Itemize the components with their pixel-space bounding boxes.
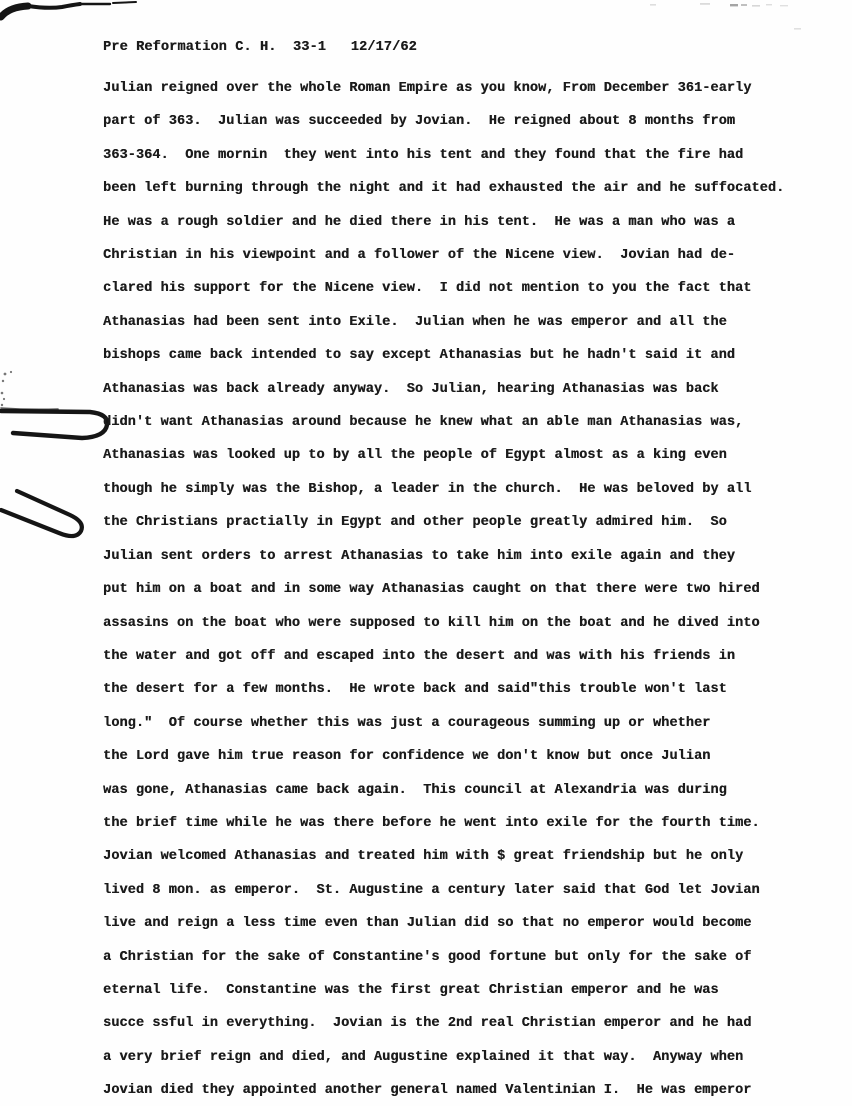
text-line: Julian reigned over the whole Roman Empire as you know, From December 361-early — [103, 81, 752, 96]
text-line: part of 363. Julian was succeeded by Jovian. He reigned about 8 months from — [103, 114, 735, 130]
text-line: the Christians practially in Egypt and other people greatly admired him. So — [103, 515, 727, 531]
document-header: Pre Reformation C. H. 33-1 12/17/62 — [103, 40, 417, 55]
text-line: lived 8 mon. as emperor. St. Augustine a century later said that God let Jovian — [103, 882, 760, 898]
text-line: the desert for a few months. He wrote back and said"this trouble won't last — [103, 682, 727, 698]
text-line: Julian sent orders to arrest Athanasias to take him into exile again and they — [103, 548, 735, 564]
text-line: succe ssful in everything. Jovian is the 2nd real Christian emperor and he had — [103, 1016, 752, 1032]
text-line: though he simply was the Bishop, a leader in the church. He was beloved by all — [103, 481, 752, 497]
text-line: was gone, Athanasias came back again. This council at Alexandria was during — [103, 782, 727, 798]
text-line: live and reign a less time even than Julian did so that no emperor would become — [103, 916, 752, 932]
text-line: clared his support for the Nicene view. I did not mention to you the fact that — [103, 281, 752, 297]
text-line: Jovian welcomed Athanasias and treated him with $ great friendship but he only — [103, 849, 744, 865]
text-line: long." Of course whether this was just a courageous summing up or whether — [103, 715, 711, 731]
pen-scribble-lower — [1, 491, 82, 536]
text-line: Jovian died they appointed another general named Valentinian I. He was emperor — [103, 1083, 752, 1099]
text-line: been left burning through the night and it had exhausted the air and he suffocated. — [103, 181, 785, 197]
text-line: put him on a boat and in some way Athanasias caught on that there were two hired — [103, 582, 760, 598]
text-line: He was a rough soldier and he died there in his tent. He was a man who was a — [103, 214, 735, 230]
text-line: Athanasias was looked up to by all the people of Egypt almost as a king even — [103, 448, 727, 464]
text-line: a very brief reign and died, and Augustine explained it that way. Anyway when — [103, 1049, 744, 1065]
text-line: the water and got off and escaped into the desert and was with his friends in — [103, 648, 735, 664]
pen-swoosh-top-left — [1, 2, 136, 17]
text-line: a Christian for the sake of Constantine's good fortune but only for the sake of — [103, 949, 752, 965]
margin-specks — [1, 371, 12, 406]
text-line: Christian in his viewpoint and a follower of the Nicene view. Jovian had de- — [103, 248, 735, 264]
text-line: the brief time while he was there before he went into exile for the fourth time. — [103, 815, 760, 831]
text-line: eternal life. Constantine was the first great Christian emperor and he was — [103, 982, 719, 998]
text-line: 363-364. One mornin they went into his tent and they found that the fire had — [103, 147, 744, 163]
text-line: didn't want Athanasias around because he knew what an able man Athanasias was, — [103, 415, 744, 431]
text-line: bishops came back intended to say except Athanasias but he hadn't said it and — [103, 348, 735, 364]
scan-noise-top-right — [650, 3, 801, 30]
text-line: Athanasias had been sent into Exile. Julian when he was emperor and all the — [103, 314, 727, 330]
document-body — [103, 72, 823, 1106]
text-line: the Lord gave him true reason for confidence we don't know but once Julian — [103, 749, 711, 765]
text-line: Athanasias was back already anyway. So Julian, hearing Athanasias was back — [103, 381, 719, 397]
pen-scribble-upper — [1, 408, 107, 438]
text-line: assasins on the boat who were supposed to kill him on the boat and he dived into — [103, 615, 760, 631]
